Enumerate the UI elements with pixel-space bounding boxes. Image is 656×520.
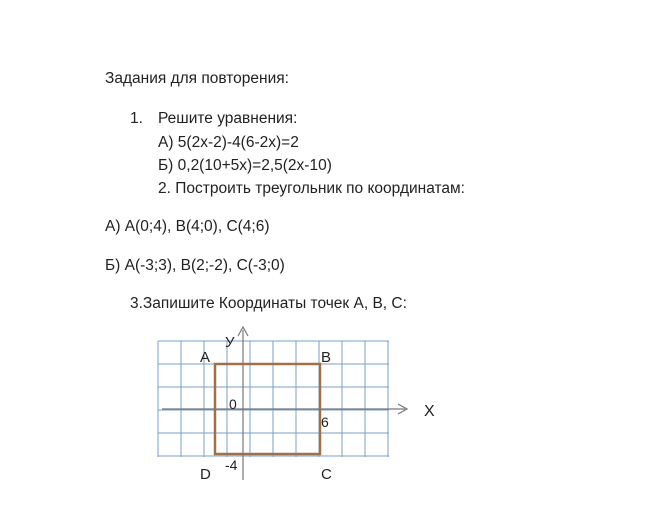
equation-a: А) 5(2х-2)-4(6-2х)=2 [158,134,299,151]
equation-b: Б) 0,2(10+5х)=2,5(2х-10) [158,157,332,174]
task1-number: 1. [130,110,143,127]
page-heading: Задания для повторения: [105,70,289,87]
grid [158,341,389,457]
x-axis-label: Х [424,403,435,420]
vertex-label-b: B [321,349,332,366]
task2-case-a: А) A(0;4), B(4;0), C(4;6) [105,218,270,235]
y-axis-label: У [225,334,235,351]
vertex-label-d: D [200,466,211,483]
task3-title: 3.Запишите Координаты точек A, B, C: [130,295,407,312]
vertex-label-c: C [321,466,332,483]
tick-label-6: 6 [321,414,329,430]
origin-label: 0 [229,396,237,412]
tick-label-minus-4: -4 [225,457,238,473]
task1-title: Решите уравнения: [158,110,298,127]
task2-title: 2. Построить треугольник по координатам: [158,180,465,197]
vertex-label-a: A [200,349,211,366]
task2-case-b: Б) A(-3;3), B(2;-2), C(-3;0) [105,257,285,274]
